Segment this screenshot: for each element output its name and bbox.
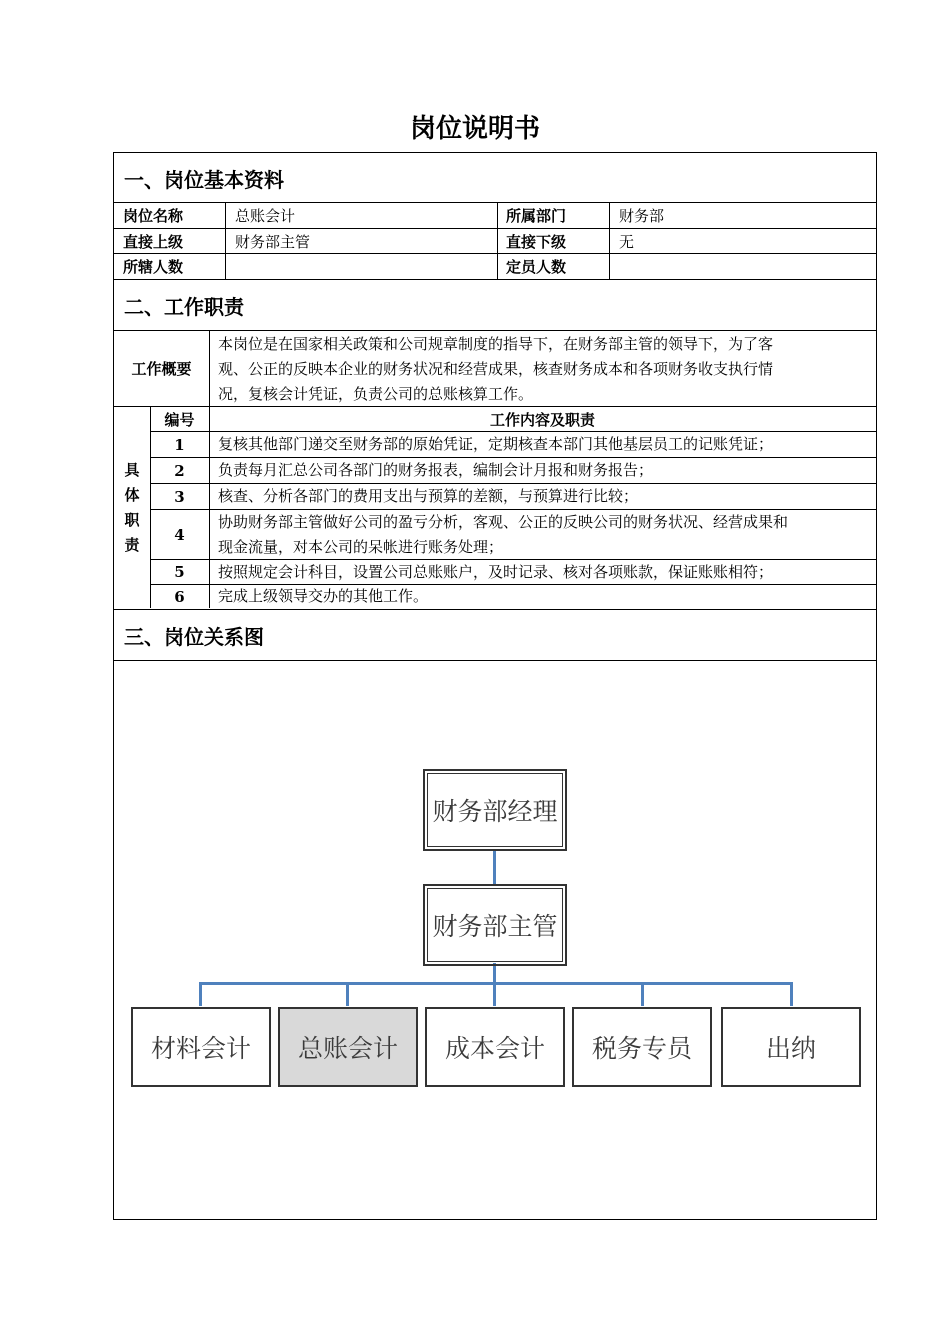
org-node-cost-accountant: 成本会计 [425, 1007, 565, 1087]
specific-duties-char: 职 [124, 510, 140, 529]
duty-item [209, 510, 876, 559]
duty-text: 现金流量，对本公司的呆帐进行账务处理； [218, 537, 504, 556]
duty-text: 负责每月汇总公司各部门的财务报表，编制会计月报和财务报告； [218, 461, 654, 479]
work-overview-text [209, 331, 876, 406]
value-direct-subordinate: 无 [619, 232, 635, 251]
duty-number: 3 [174, 487, 185, 506]
section-basic-info-heading: 一、岗位基本资料 [124, 167, 284, 192]
label-position-name: 岗位名称 [123, 207, 184, 225]
specific-duties-char: 责 [124, 535, 140, 554]
duty-item [209, 458, 876, 483]
label-staff-count: 所辖人数 [123, 258, 184, 276]
value-headcount [609, 254, 876, 279]
duty-number: 5 [174, 563, 185, 581]
connector-line [790, 982, 793, 1006]
duty-text: 核查、分析各部门的费用支出与预算的差额，与预算进行比较； [218, 487, 639, 505]
connector-line [493, 982, 496, 1006]
duty-text: 完成上级领导交办的其他工作。 [218, 587, 429, 605]
duty-item [209, 432, 876, 457]
label-specific-duties [114, 407, 150, 608]
org-node-general-ledger-accountant: 总账会计 [278, 1007, 418, 1087]
value-position-name: 总账会计 [235, 207, 296, 225]
org-node-tax-specialist: 税务专员 [572, 1007, 712, 1087]
section-relations-heading: 三、岗位关系图 [124, 624, 264, 649]
duty-text: 协助财务部主管做好公司的盈亏分析，客观、公正的反映公司的财务状况、经营成果和 [218, 512, 789, 531]
overview-line: 观、公正的反映本企业的财务状况和经营成果，核查财务成本和各项财务收支执行情 [218, 360, 774, 378]
page-title: 岗位说明书 [409, 114, 540, 144]
org-node-materials-accountant: 材料会计 [131, 1007, 271, 1087]
duty-item [209, 484, 876, 509]
duty-number: 6 [174, 587, 185, 606]
section-duties-heading: 二、工作职责 [124, 294, 244, 319]
label-department: 所属部门 [506, 207, 567, 225]
duty-number: 1 [174, 435, 185, 454]
duty-item [209, 560, 876, 584]
label-direct-superior: 直接上级 [123, 232, 184, 251]
specific-duties-char: 体 [124, 485, 140, 504]
label-headcount: 定员人数 [506, 258, 567, 276]
value-direct-superior: 财务部主管 [235, 232, 311, 251]
overview-line: 况，复核会计凭证，负责公司的总账核算工作。 [218, 385, 534, 403]
column-header-number: 编号 [164, 410, 195, 429]
connector-line [641, 982, 644, 1006]
duty-number: 2 [174, 461, 185, 480]
org-node-finance-supervisor: 财务部主管 [427, 888, 563, 962]
connector-line [493, 849, 496, 885]
value-department: 财务部 [619, 207, 665, 225]
org-chart [114, 661, 876, 1219]
org-node-cashier: 出纳 [721, 1007, 861, 1087]
label-work-overview: 工作概要 [131, 360, 192, 378]
connector-line [199, 982, 202, 1006]
label-direct-subordinate: 直接下级 [506, 232, 567, 251]
specific-duties-char: 具 [124, 460, 140, 479]
value-staff-count [225, 254, 497, 279]
duty-item [209, 585, 876, 608]
job-description-table [113, 152, 877, 1220]
duty-text: 复核其他部门递交至财务部的原始凭证，定期核查本部门其他基层员工的记账凭证； [218, 435, 774, 453]
column-header-content: 工作内容及职责 [489, 410, 595, 429]
duty-number: 4 [174, 525, 185, 544]
duty-text: 按照规定会计科目，设置公司总账账户，及时记录、核对各项账款，保证账账相符； [218, 562, 774, 581]
overview-line: 本岗位是在国家相关政策和公司规章制度的指导下，在财务部主管的领导下，为了客 [218, 335, 774, 353]
connector-line [199, 982, 793, 985]
connector-line [493, 963, 496, 983]
connector-line [346, 982, 349, 1006]
org-node-finance-manager: 财务部经理 [427, 773, 563, 847]
